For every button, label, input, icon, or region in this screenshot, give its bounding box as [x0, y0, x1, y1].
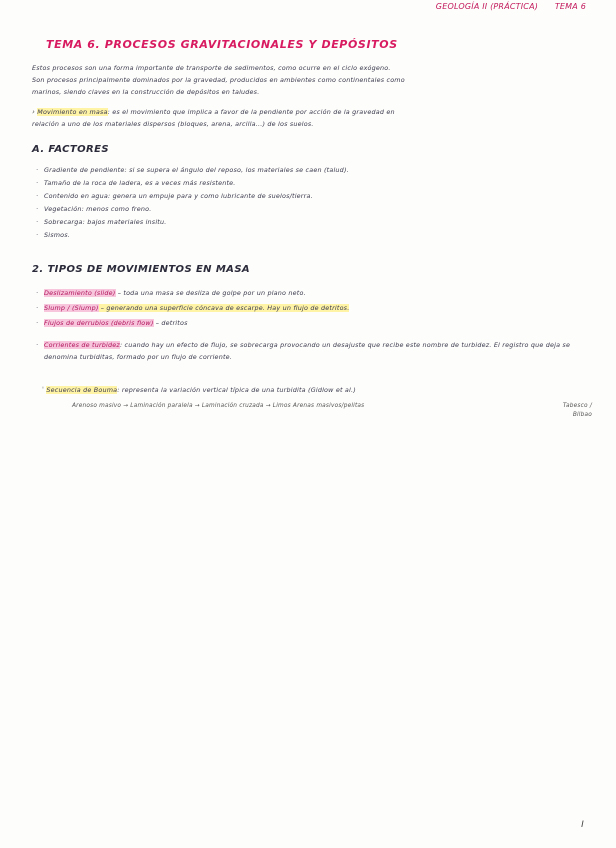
- factors-list: [36, 164, 576, 242]
- definition-line-2: relación a uno de los materiales dispersos (bloques, arena, arcilla...) de los suelos.: [32, 120, 314, 128]
- intro-line-3: marinos, siendo claves en la construcción de depósitos en taludes.: [32, 88, 260, 96]
- list-item: · Contenido en agua: genera un empuje para y como lubricante de suelos/tierra.: [36, 190, 576, 203]
- header-topic: TEMA 6: [554, 2, 586, 11]
- list-item: · Gradiente de pendiente: si se supera el ángulo del reposo, los materiales se caen (talud).: [36, 164, 576, 177]
- list-item: · Vegetación: menos como freno.: [36, 203, 576, 216]
- arrow-icon: ˈ: [42, 386, 45, 394]
- list-item: · Flujos de derrubios (debris flow) – detritos: [36, 316, 576, 331]
- movements-list: [36, 286, 576, 363]
- intro-line-2: Son procesos principalmente dominados por la gravedad, producidos en ambientes como continentales como: [32, 76, 405, 84]
- intro-paragraph: [32, 62, 592, 98]
- bouma-note: Tabesco / Bilbao: [562, 403, 592, 418]
- term-slump: Slump / (Slump): [44, 304, 99, 312]
- page-number: I: [581, 820, 584, 830]
- term-slide: Deslizamiento (slide): [44, 289, 116, 297]
- intro-line-1: Estos procesos son una forma importante de transporte de sedimentos, como ocurre en el ciclo exógeno.: [32, 64, 391, 72]
- bouma-steps: Arenoso masivo → Laminación paralela → Laminación cruzada → Limos Arenas masivos/pelitas Tabesco / Bilbao: [72, 403, 592, 418]
- definition-term: Movimiento en masa: [37, 108, 108, 116]
- bouma-label: Secuencia de Bouma: [46, 386, 118, 394]
- page-title: TEMA 6. PROCESOS GRAVITACIONALES Y DEPÓSITOS: [46, 38, 398, 51]
- term-debris-flow: Flujos de derrubios (debris flow): [44, 319, 154, 327]
- section-2-heading: 2. TIPOS DE MOVIMIENTOS EN MASA: [32, 264, 251, 275]
- list-item: · Slump / (Slump) – generando una superficie cóncava de escarpe. Hay un flujo de detritos.: [36, 301, 576, 316]
- section-a-heading: A. FACTORES: [32, 144, 109, 155]
- definition-paragraph: [32, 106, 592, 130]
- list-item: · Sismos.: [36, 229, 576, 242]
- list-item: · Tamaño de la roca de ladera, es a veces más resistente.: [36, 177, 576, 190]
- bouma-sequence: ˈ Secuencia de Bouma: representa la variación vertical típica de una turbidita (Gidlow et al.): [42, 386, 356, 394]
- list-item: · Sobrecarga: bajos materiales insitu.: [36, 216, 576, 229]
- list-item: · Deslizamiento (slide) – toda una masa se desliza de golpe por un plano neto.: [36, 286, 576, 301]
- definition-text: : es el movimiento que implica a favor de la pendiente por acción de la gravedad en: [107, 108, 395, 116]
- list-item: · Corrientes de turbidez: cuando hay un efecto de flujo, se sobrecarga provocando un desajuste que recibe este nombre de turbidez. El registro que deja se denomina turbiditas, formado por un flujo de corriente.: [36, 339, 576, 363]
- arrow-icon: ›: [32, 108, 35, 116]
- page-header: [422, 2, 586, 11]
- header-subject: GEOLOGÍA II (PRÁCTICA): [435, 2, 539, 11]
- term-turbidity: Corrientes de turbidez: [44, 341, 120, 349]
